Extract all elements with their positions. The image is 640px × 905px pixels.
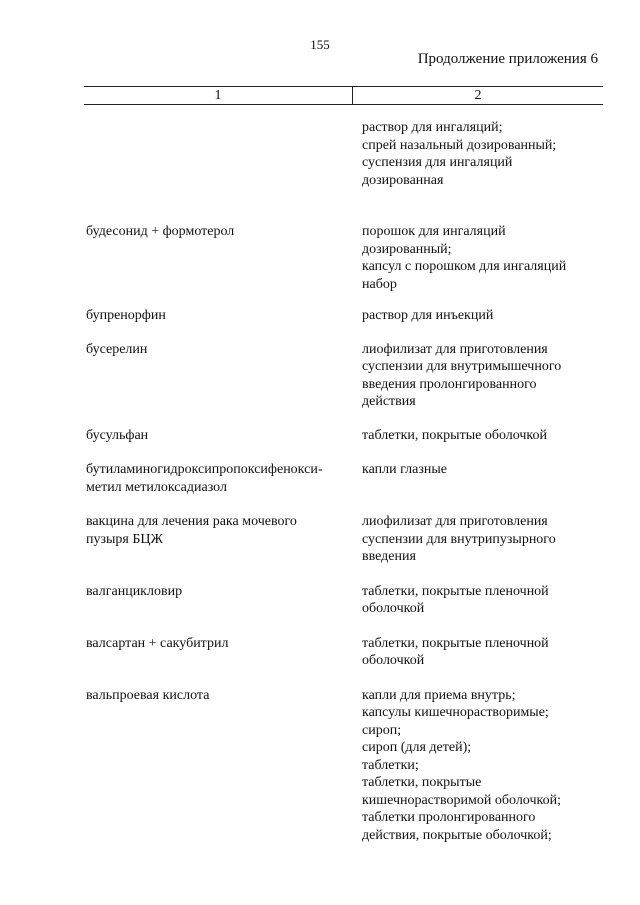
table-row (0, 461, 640, 496)
drug-name: будесонид + формотерол (86, 224, 235, 239)
dosage-form: таблетки, покрытые пленочной оболочкой (362, 635, 549, 668)
drug-name: валганцикловир (86, 583, 183, 599)
dosage-form: раствор для ингаляций; спрей назальный дозированный; суспензия для ингаляций дозированная (362, 120, 557, 188)
continuation-label: Продолжение приложения 6 (417, 51, 598, 67)
table-body (0, 119, 640, 844)
table-row (0, 513, 640, 566)
table-row (0, 635, 640, 670)
drug-name: вакцина для лечения рака мочевого пузыря БЦЖ (86, 514, 297, 547)
drug-name: вальпроевая кислота (86, 687, 210, 703)
dosage-form: таблетки, покрытые пленочной оболочкой (362, 583, 549, 616)
drug-name: бусульфан (86, 427, 149, 443)
page-number: 155 (310, 37, 330, 52)
drug-name: валсартан + сакубитрил (86, 635, 229, 651)
column-header-2: 2 (474, 88, 482, 103)
drug-name (0, 119, 356, 189)
column-header-1: 1 (84, 87, 353, 104)
table-row (0, 583, 640, 618)
dosage-form: лиофилизат для приготовления суспензии для внутримышечного введения пролонгированного действия (362, 341, 562, 409)
dosage-form: капли глазные (362, 462, 447, 477)
dosage-form: капли для приема внутрь; капсулы кишечнорастворимые; сироп; сироп (для детей); таблетки; таблетки, покрытые кишечнорастворимой оболочкой; таблетки пролонгированного действия, покрытые оболочкой; (362, 687, 561, 843)
table-row (0, 119, 640, 189)
dosage-form: порошок для ингаляций дозированный; капсул с порошком для ингаляций набор (362, 224, 567, 292)
table-row (0, 223, 640, 293)
drug-name: бусерелин (86, 341, 148, 357)
dosage-form: таблетки, покрытые оболочкой (362, 427, 548, 443)
table-row (0, 341, 640, 411)
table-header (84, 86, 603, 105)
table-row (0, 687, 640, 845)
drug-name: бутиламиногидроксипропоксифенокси- метил метилоксадиазол (86, 462, 323, 495)
dosage-form: раствор для инъекций (362, 308, 494, 323)
table-row (0, 427, 640, 445)
drug-name: бупренорфин (86, 308, 166, 323)
table-row (0, 307, 640, 325)
dosage-form: лиофилизат для приготовления суспензии для внутрипузырного введения (362, 514, 556, 564)
